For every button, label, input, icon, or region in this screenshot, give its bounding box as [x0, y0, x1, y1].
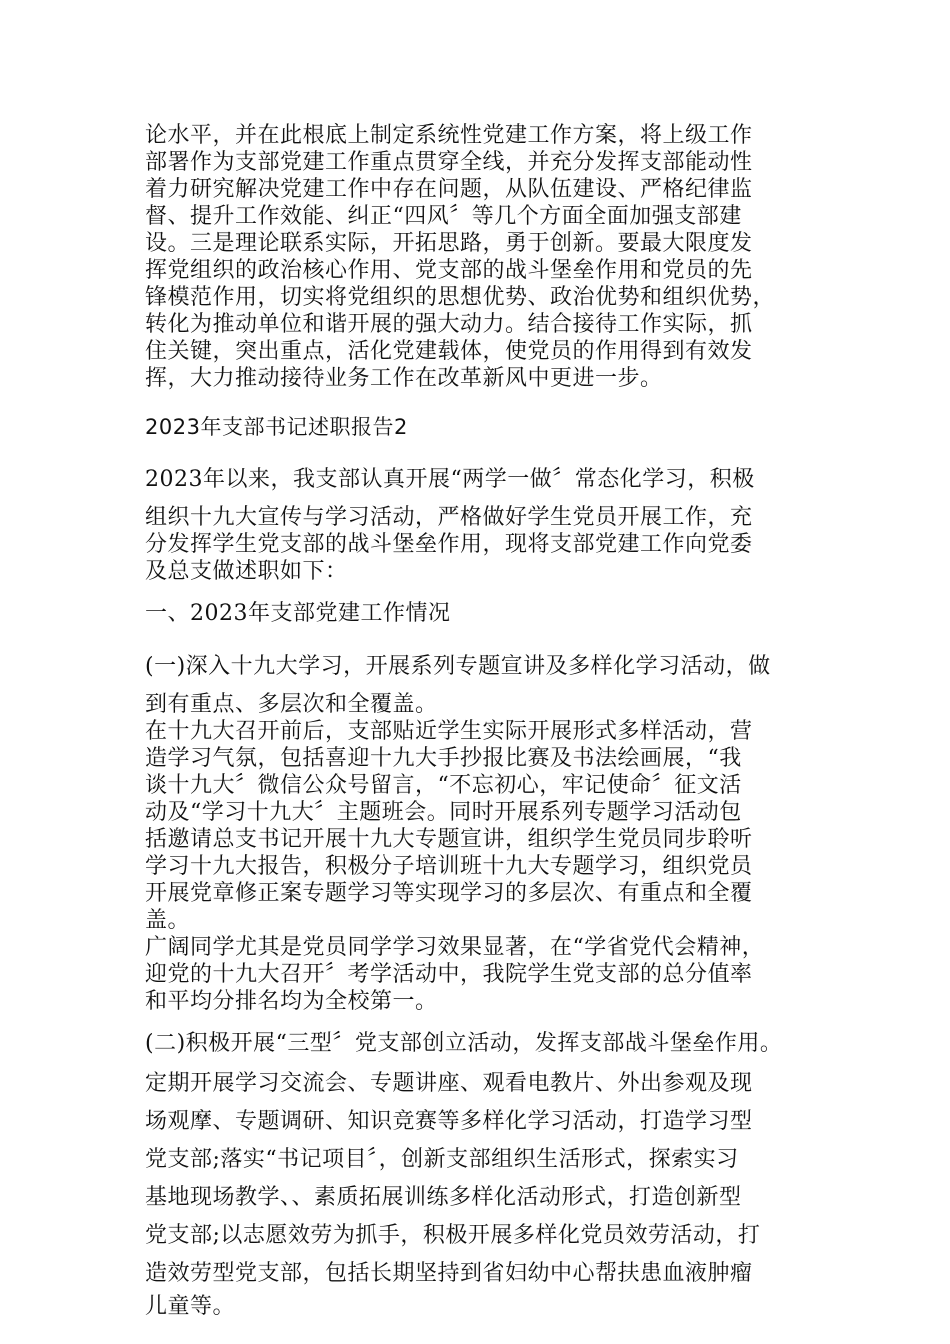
text-line: 锋模范作用，切实将党组织的思想优势、政治优势和组织优势，: [145, 285, 776, 310]
opening-first-line: 2023年以来，我支部认真开展“两学一做〞常态化学习，积极: [145, 467, 755, 492]
text-line: 挥，大力推动接待业务工作在改革新风中更进一步。: [145, 366, 663, 391]
report-title: 2023年支部书记述职报告2: [145, 415, 408, 439]
text-line: 括邀请总支书记开展十九大专题宣讲，组织学生党员同步聆听: [145, 827, 753, 852]
opening-paragraph: [145, 504, 825, 585]
item-one-body: [145, 718, 825, 1015]
section-one-heading: 一、2023年支部党建工作情况: [145, 601, 451, 626]
text-line: 转化为推动单位和谐开展的强大动力。结合接待工作实际，抓: [145, 312, 753, 337]
text-line: 迎党的十九大召开〞考学活动中，我院学生党支部的总分值率: [145, 962, 753, 987]
text-line: 场观摩、专题调研、知识竞赛等多样化学习活动，打造学习型: [145, 1109, 753, 1134]
text-line: 在十九大召开前后，支部贴近学生实际开展形式多样活动，营: [145, 719, 753, 744]
item-one-heading: (一)深入十九大学习，开展系列专题宣讲及多样化学习活动，做: [145, 654, 771, 679]
text-line: 着力研究解决党建工作中存在问题，从队伍建设、严格纪律监: [145, 177, 753, 202]
document-page: [145, 122, 825, 1320]
text-line: 造学习气氛，包括喜迎十九大手抄报比赛及书法绘画展，“我: [145, 746, 742, 771]
text-line: 及总支做述职如下：: [145, 559, 348, 584]
text-line: 盖。: [145, 908, 191, 933]
text-line: 学习十九大报告，积极分子培训班十九大专题学习，组织党员: [145, 854, 753, 879]
text-line: 党支部;落实“书记项目〞，创新支部组织生活形式，探索实习: [145, 1147, 739, 1172]
text-line: 造效劳型党支部，包括长期坚持到省妇幼中心帮扶患血液肿瘤: [145, 1261, 753, 1286]
text-line: 部署作为支部党建工作重点贯穿全线，并充分发挥支部能动性: [145, 150, 753, 175]
item-one-heading-cont: 到有重点、多层次和全覆盖。: [145, 692, 438, 717]
text-line: 分发挥学生党支部的战斗堡垒作用，现将支部党建工作向党委: [145, 532, 753, 557]
text-line: 住关键，突出重点，活化党建载体，使党员的作用得到有效发: [145, 339, 753, 364]
text-line: 动及“学习十九大〞主题班会。同时开展系列专题学习活动包: [145, 800, 742, 825]
text-line: 广阔同学尤其是党员同学学习效果显著，在“学省党代会精神，: [145, 935, 765, 960]
item-two-body: [145, 1065, 825, 1320]
text-line: 和平均分排名均为全校第一。: [145, 989, 438, 1014]
text-line: 基地现场教学、、素质拓展训练多样化活动形式，打造创新型: [145, 1185, 742, 1210]
text-line: 谈十九大〞微信公众号留言，“不忘初心，牢记使命〞征文活: [145, 773, 742, 798]
text-line: 设。三是理论联系实际，开拓思路，勇于创新。要最大限度发: [145, 231, 753, 256]
text-line: 挥党组织的政治核心作用、党支部的战斗堡垒作用和党员的先: [145, 258, 753, 283]
text-line: 定期开展学习交流会、专题讲座、观看电教片、外出参观及现: [145, 1071, 753, 1096]
intro-paragraph: [145, 122, 825, 392]
item-two-heading: (二)积极开展“三型〞党支部创立活动，发挥支部战斗堡垒作用。: [145, 1031, 783, 1056]
text-line: 论水平，并在此根底上制定系统性党建工作方案，将上级工作: [145, 123, 753, 148]
text-line: 督、提升工作效能、纠正“四风〞等几个方面全面加强支部建: [145, 204, 742, 229]
text-line: 儿童等。: [145, 1294, 236, 1319]
text-line: 开展党章修正案专题学习等实现学习的多层次、有重点和全覆: [145, 881, 753, 906]
text-line: 组织十九大宣传与学习活动，严格做好学生党员开展工作，充: [145, 505, 753, 530]
text-line: 党支部;以志愿效劳为抓手，积极开展多样化党员效劳活动，打: [145, 1223, 761, 1248]
